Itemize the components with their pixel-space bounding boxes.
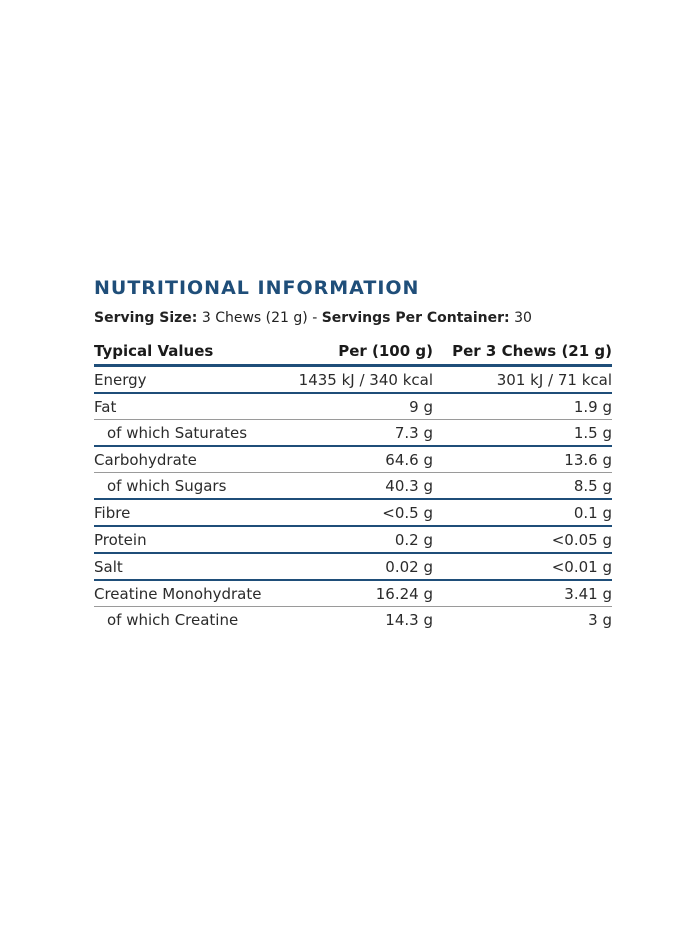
servings-per-container-value: 30 [514,310,532,326]
table-row [94,499,612,526]
serving-size-value: 3 Chews (21 g) [201,310,308,326]
nutrient-label: Creatine Monohydrate [94,580,290,607]
table-row [94,607,612,633]
servings-per-container-label: Servings Per Container: [321,310,510,326]
value-per-100g: 14.3 g [290,607,433,633]
value-per-serving: <0.05 g [433,526,612,553]
serving-separator: - [312,310,318,326]
table-row [94,393,612,420]
value-per-serving: 3.41 g [433,580,612,607]
nutrition-panel [94,276,612,632]
table-row [94,526,612,553]
value-per-serving: 301 kJ / 71 kcal [496,370,612,389]
value-per-serving: <0.01 g [433,553,612,580]
table-header-row [94,337,612,366]
nutrient-label: Fibre [94,499,290,526]
nutrient-label: of which Saturates [94,420,290,447]
serving-info [94,307,612,329]
value-per-serving: 8.5 g [433,473,612,500]
value-per-100g: 16.24 g [290,580,433,607]
table-row [94,420,612,447]
table-row [94,473,612,500]
value-per-serving: 0.1 g [433,499,612,526]
value-per-100g: 40.3 g [290,473,433,500]
table-row [94,553,612,580]
value-per-100g: 9 g [290,393,433,420]
column-header-typical-values: Typical Values [94,337,290,366]
value-per-serving: 3 g [433,607,612,633]
table-row [94,580,612,607]
nutrition-title: NUTRITIONAL INFORMATION [94,277,420,299]
value-per-100g: 0.2 g [290,526,433,553]
value-per-100g: 64.6 g [290,446,433,473]
nutrient-label: of which Creatine [94,607,290,633]
value-per-100g: 7.3 g [290,420,433,447]
value-per-100g: <0.5 g [290,499,433,526]
nutrition-table [94,337,612,632]
nutrient-label: Carbohydrate [94,446,290,473]
table-row [94,446,612,473]
column-header-per-100g: Per (100 g) [290,337,433,366]
value-per-100g: 1435 kJ / 340 kcal [298,370,433,389]
value-per-100g: 0.02 g [290,553,433,580]
value-per-serving: 1.5 g [433,420,612,447]
nutrient-label: Energy [94,370,147,389]
value-per-serving: 13.6 g [433,446,612,473]
nutrient-label: Salt [94,553,290,580]
serving-size-label: Serving Size: [94,310,198,326]
nutrient-label: of which Sugars [94,473,290,500]
nutrient-label: Fat [94,393,290,420]
table-row [94,366,612,394]
nutrient-label: Protein [94,526,290,553]
column-header-per-serving: Per 3 Chews (21 g) [433,337,612,366]
value-per-serving: 1.9 g [433,393,612,420]
